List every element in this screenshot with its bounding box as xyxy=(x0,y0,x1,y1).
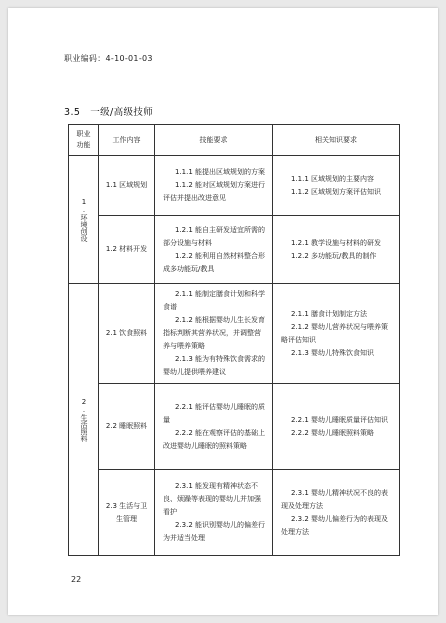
function-label-2: 2.生活照料 xyxy=(80,397,88,442)
knowledge-item: 2.3.1 婴幼儿精神状况不良的表现及处理方法 xyxy=(281,488,389,510)
knowledge-cell-1-2 xyxy=(273,216,400,284)
knowledge-cell-2-1 xyxy=(273,284,400,384)
skill-item: 1.2.2 能利用自然材料整合形成多功能玩/教具 xyxy=(163,251,266,273)
knowledge-item: 1.2.2 多功能玩/教具的制作 xyxy=(291,251,377,260)
knowledge-item: 2.3.2 婴幼儿偏差行为的表现及处理方法 xyxy=(281,514,389,536)
function-cell-2 xyxy=(69,284,99,556)
skill-item: 2.3.1 能发现有精神状态不良、烦躁等表现的婴幼儿并加强看护 xyxy=(163,482,261,516)
skill-cell-1-2 xyxy=(155,216,273,284)
col-header-skill: 技能要求 xyxy=(155,125,273,156)
col-header-knowledge: 相关知识要求 xyxy=(273,125,400,156)
skills-table xyxy=(68,124,400,556)
function-label-1: 1.环境创设 xyxy=(80,197,88,242)
content-cell-1-1: 1.1 区域规划 xyxy=(99,156,155,216)
skill-item: 2.2.1 能评估婴幼儿睡眠的质量 xyxy=(163,402,266,424)
knowledge-item: 2.1.2 婴幼儿营养状况与喂养策略评估知识 xyxy=(281,322,389,344)
table-row xyxy=(69,156,400,216)
skill-cell-1-1 xyxy=(155,156,273,216)
skill-item: 2.1.3 能为有特殊饮食需求的婴幼儿提供喂养建议 xyxy=(163,355,266,376)
document-page xyxy=(8,8,438,615)
skill-item: 2.3.2 能识别婴幼儿的偏差行为并适当处理 xyxy=(163,521,266,542)
col-header-function-text: 职业功能 xyxy=(76,130,91,149)
skill-item: 1.2.1 能自主研发适宜所需的部分设施与材料 xyxy=(163,225,266,247)
skill-item: 2.2.2 能在观察评估的基础上改进婴幼儿睡眠的照料策略 xyxy=(163,428,266,450)
knowledge-item: 2.1.1 膳食计划制定方法 xyxy=(291,309,368,318)
table-header-row xyxy=(69,125,400,156)
content-cell-1-2: 1.2 材料开发 xyxy=(99,216,155,284)
col-header-function xyxy=(69,125,99,156)
skill-cell-2-2 xyxy=(155,384,273,470)
occupation-code: 职业编码：4-10-01-03 xyxy=(64,54,153,63)
knowledge-item: 2.2.1 婴幼儿睡眠质量评估知识 xyxy=(291,415,389,424)
knowledge-item: 2.2.2 婴幼儿睡眠照料策略 xyxy=(291,428,375,437)
skill-cell-2-3 xyxy=(155,470,273,556)
table-row xyxy=(69,384,400,470)
content-cell-2-2: 2.2 睡眠照料 xyxy=(99,384,155,470)
page-number: 22 xyxy=(71,575,82,584)
skill-item: 1.1.1 能提出区域规划的方案 xyxy=(175,168,266,176)
skill-cell-2-1 xyxy=(155,284,273,384)
col-header-content: 工作内容 xyxy=(99,125,155,156)
function-cell-1 xyxy=(69,156,99,284)
knowledge-cell-1-1 xyxy=(273,156,400,216)
knowledge-cell-2-3 xyxy=(273,470,400,556)
table-row xyxy=(69,470,400,556)
table-row xyxy=(69,216,400,284)
skill-item: 1.1.2 能对区域规划方案进行评估并提出改进意见 xyxy=(163,181,266,202)
section-title: 3.5 一级/高级技师 xyxy=(64,107,154,118)
knowledge-cell-2-2 xyxy=(273,384,400,470)
knowledge-item: 1.2.1 教学设施与材料的研发 xyxy=(291,238,382,247)
skill-item: 2.1.1 能制定膳食计划和科学食谱 xyxy=(163,290,266,311)
knowledge-item: 1.1.1 区域规划的主要内容 xyxy=(291,174,375,183)
knowledge-item: 2.1.3 婴幼儿特殊饮食知识 xyxy=(291,348,375,357)
content-cell-2-1: 2.1 饮食照料 xyxy=(99,284,155,384)
knowledge-item: 1.1.2 区域规划方案评估知识 xyxy=(291,187,382,196)
content-cell-2-3: 2.3 生活与卫生管理 xyxy=(99,470,155,556)
table-row xyxy=(69,284,400,384)
skill-item: 2.1.2 能根据婴幼儿生长发育指标判断其营养状况，并调整营养与喂养策略 xyxy=(163,316,266,350)
